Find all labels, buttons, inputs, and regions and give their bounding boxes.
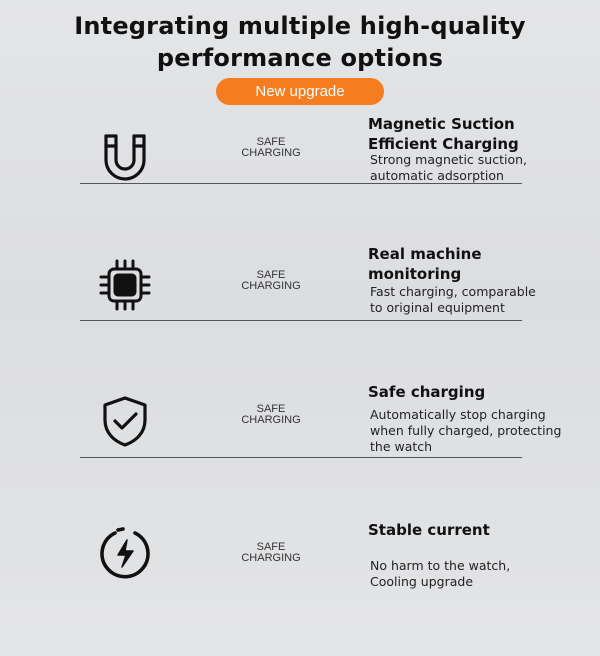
page-title-line-1: Integrating multiple high-quality [74, 12, 526, 40]
divider [80, 457, 522, 458]
new-upgrade-badge: New upgrade [216, 78, 384, 105]
feature-description: No harm to the watch, Cooling upgrade [370, 558, 511, 589]
feature-title: Stable current [368, 521, 490, 539]
magnet-icon [96, 128, 154, 186]
divider [80, 183, 522, 184]
feature-stable-current [0, 518, 600, 656]
shield-check-icon [96, 392, 154, 450]
divider [80, 320, 522, 321]
feature-title: Magnetic Suction Efficient Charging [368, 115, 519, 153]
safe-charging-label: SAFE CHARGING [241, 541, 301, 564]
safe-charging-label: SAFE CHARGING [241, 269, 301, 292]
feature-description: Fast charging, comparable to original equipment [370, 284, 536, 315]
page-title [0, 10, 600, 74]
feature-title: Safe charging [368, 383, 486, 401]
feature-title: Real machine monitoring [368, 245, 482, 283]
feature-monitoring [0, 246, 600, 384]
page-title-line-2: performance options [156, 44, 444, 72]
safe-charging-label: SAFE CHARGING [241, 403, 301, 426]
safe-charging-label: SAFE CHARGING [241, 136, 301, 159]
feature-magnetic [0, 110, 600, 248]
lightning-power-icon [96, 524, 154, 582]
feature-description: Strong magnetic suction, automatic adsorption [370, 152, 528, 183]
chip-icon [96, 256, 154, 314]
feature-safe-charging [0, 382, 600, 520]
feature-description: Automatically stop charging when fully charged, protecting the watch [370, 407, 562, 454]
